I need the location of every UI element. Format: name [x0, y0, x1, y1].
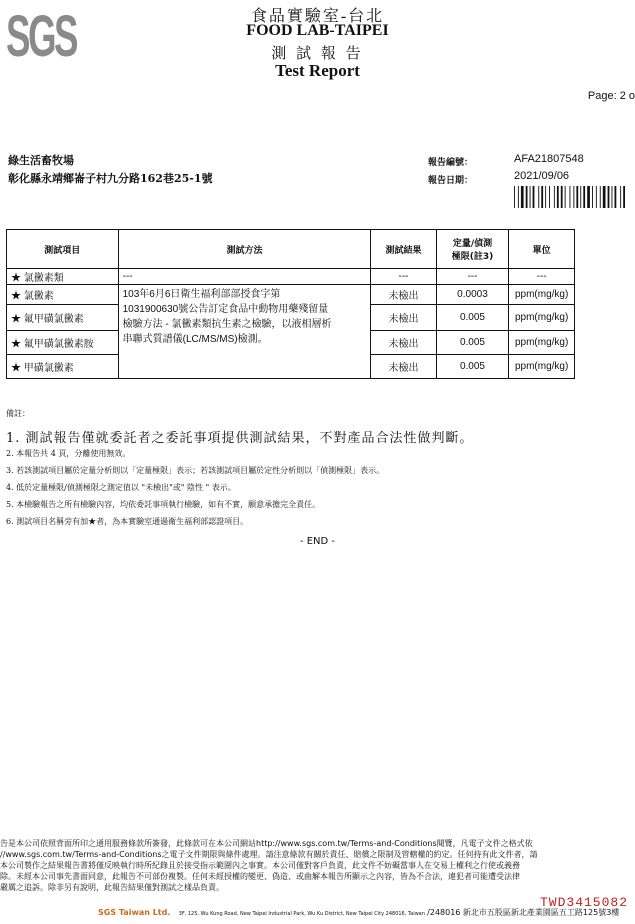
method-line: 103年6月6日衛生福利部部授食字第 — [122, 289, 281, 300]
col-header-result: 測試結果 — [371, 230, 436, 269]
note-item: 4. 低於定量極限/偵測極限之測定值以 "未檢出"或" 陰性 " 表示。 — [6, 483, 236, 492]
row-result: 未檢出 — [371, 331, 436, 355]
row-unit: ppm(mg/kg) — [509, 331, 575, 355]
row-result: 未檢出 — [371, 285, 436, 305]
row-result: 未檢出 — [371, 305, 436, 331]
method-line: 檢驗方法 - 氯黴素類抗生素之檢驗，以液相層析 — [122, 319, 332, 330]
row-item: ★ 氯黴素類 — [7, 269, 119, 285]
row-item: ★ 氟甲磺氯黴素胺 — [7, 331, 119, 355]
note-item: 5. 本檢驗報告之所有檢驗內容，均依委託事項執行檢驗，如有不實，願意承擔完全責任。 — [6, 500, 321, 509]
note-item: 6. 測試項目名稱旁有加★者，為本實驗室通過衛生福利部認證項目。 — [6, 517, 249, 526]
legal-line: 嚴厲之追訴。除非另有說明，此報告結果僅對測試之樣品負責。 — [0, 883, 224, 892]
report-title-zh: 測 試 報 告 — [271, 46, 364, 62]
legal-line: 本公司製作之結果報告書將僅反映執行時所紀錄且於接受指示範圍內之事實。本公司僅對客戶負責，此文件不妨礙當事人在交易上權利之行使或義務 — [0, 861, 520, 870]
client-address: 彰化縣永靖鄉崙子村九分路162巷25-1號 — [8, 172, 213, 185]
legal-line: 告是本公司依照背面所印之通用服務條款所簽發，此條款可在本公司網站http://www.sgs.com.tw/Terms-and-Conditions閱覽，凡電子文件之格式依 — [0, 839, 533, 848]
row-limit: 0.005 — [436, 305, 509, 331]
col-header-unit: 單位 — [509, 230, 575, 269]
method-line: 1031900630號公告訂定食品中動物用藥殘留量 — [122, 304, 329, 315]
report-date-label: 報告日期： — [428, 176, 474, 186]
report-no-value: AFA21807548 — [514, 153, 584, 165]
method-description — [118, 285, 371, 379]
page-number: Page: 2 o — [587, 90, 635, 102]
results-table — [6, 229, 575, 379]
row-unit: ppm(mg/kg) — [509, 305, 575, 331]
note-item: 3. 若該測試項目屬於定量分析則以「定量極限」表示；若該測試項目屬於定性分析則以「偵測極限」表示。 — [6, 466, 385, 475]
footer — [0, 907, 635, 918]
footer-address-zh: /248016 新北市五股區新北產業園區五工路125號3樓 — [427, 908, 620, 917]
row-limit: 0.005 — [436, 355, 509, 379]
row-limit: 0.005 — [436, 331, 509, 355]
note-item: 2. 本報告共 4 頁，分離使用無效。 — [6, 449, 131, 458]
table-header-row — [7, 230, 575, 269]
report-no-label: 報告編號： — [428, 158, 474, 168]
col-header-limit-line2: 極限(註3) — [451, 252, 494, 262]
notes-title: 備註： — [6, 409, 30, 418]
row-unit: --- — [509, 269, 575, 285]
row-unit: ppm(mg/kg) — [509, 285, 575, 305]
legal-line: //www.sgs.com.tw/Terms-and-Conditions之電子文件期限與條件處理。請注意條款有關於責任、賠償之限制及管轄權的約定。任何持有此文件者，請 — [0, 850, 538, 859]
row-result: 未檢出 — [371, 355, 436, 379]
row-method: --- — [118, 269, 371, 285]
row-limit: 0.0003 — [436, 285, 509, 305]
col-header-limit-line1: 定量/偵測 — [452, 239, 493, 249]
method-line: 串聯式質譜儀(LC/MS/MS)檢測。 — [122, 334, 268, 345]
end-marker: - END - — [299, 536, 336, 547]
row-item: ★ 甲磺氯黴素 — [7, 355, 119, 379]
report-title-en: Test Report — [275, 61, 360, 80]
row-item: ★ 氯黴素 — [7, 285, 119, 305]
lab-title-zh: 食品實驗室-台北 — [250, 8, 385, 25]
report-date-value: 2021/09/06 — [514, 170, 570, 182]
lab-title-en: FOOD LAB-TAIPEI — [246, 22, 389, 39]
barcode — [514, 186, 626, 208]
row-result: --- — [371, 269, 436, 285]
col-header-method: 測試方法 — [118, 230, 371, 269]
client-name: 綠生活畜牧場 — [8, 154, 74, 167]
table-row — [7, 285, 575, 305]
serial-number: TWD3415082 — [540, 895, 629, 910]
legal-line: 除。未經本公司事先書面同意，此報告不可部份複製。任何未經授權的變更、偽造、或曲解本報告所顯示之內容，皆為不合法，違犯者可能遭受法律 — [0, 872, 520, 881]
footer-company: SGS Taiwan Ltd. — [98, 908, 171, 917]
row-item: ★ 氟甲磺氯黴素 — [7, 305, 119, 331]
footer-address-en: 3F, 125, Wu Kung Road, New Taipei Industrial Park, Wu Ku District, New Taipei City 248016, Taiwan — [178, 911, 425, 917]
col-header-limit — [436, 230, 509, 269]
row-unit: ppm(mg/kg) — [509, 355, 575, 379]
col-header-item: 測試項目 — [7, 230, 119, 269]
note-item: 1. 測試報告僅就委託者之委託事項提供測試結果，不對產品合法性做判斷。 — [6, 431, 474, 446]
svg-text:SGS: SGS — [6, 4, 78, 69]
row-limit: --- — [436, 269, 509, 285]
table-row — [7, 269, 575, 285]
